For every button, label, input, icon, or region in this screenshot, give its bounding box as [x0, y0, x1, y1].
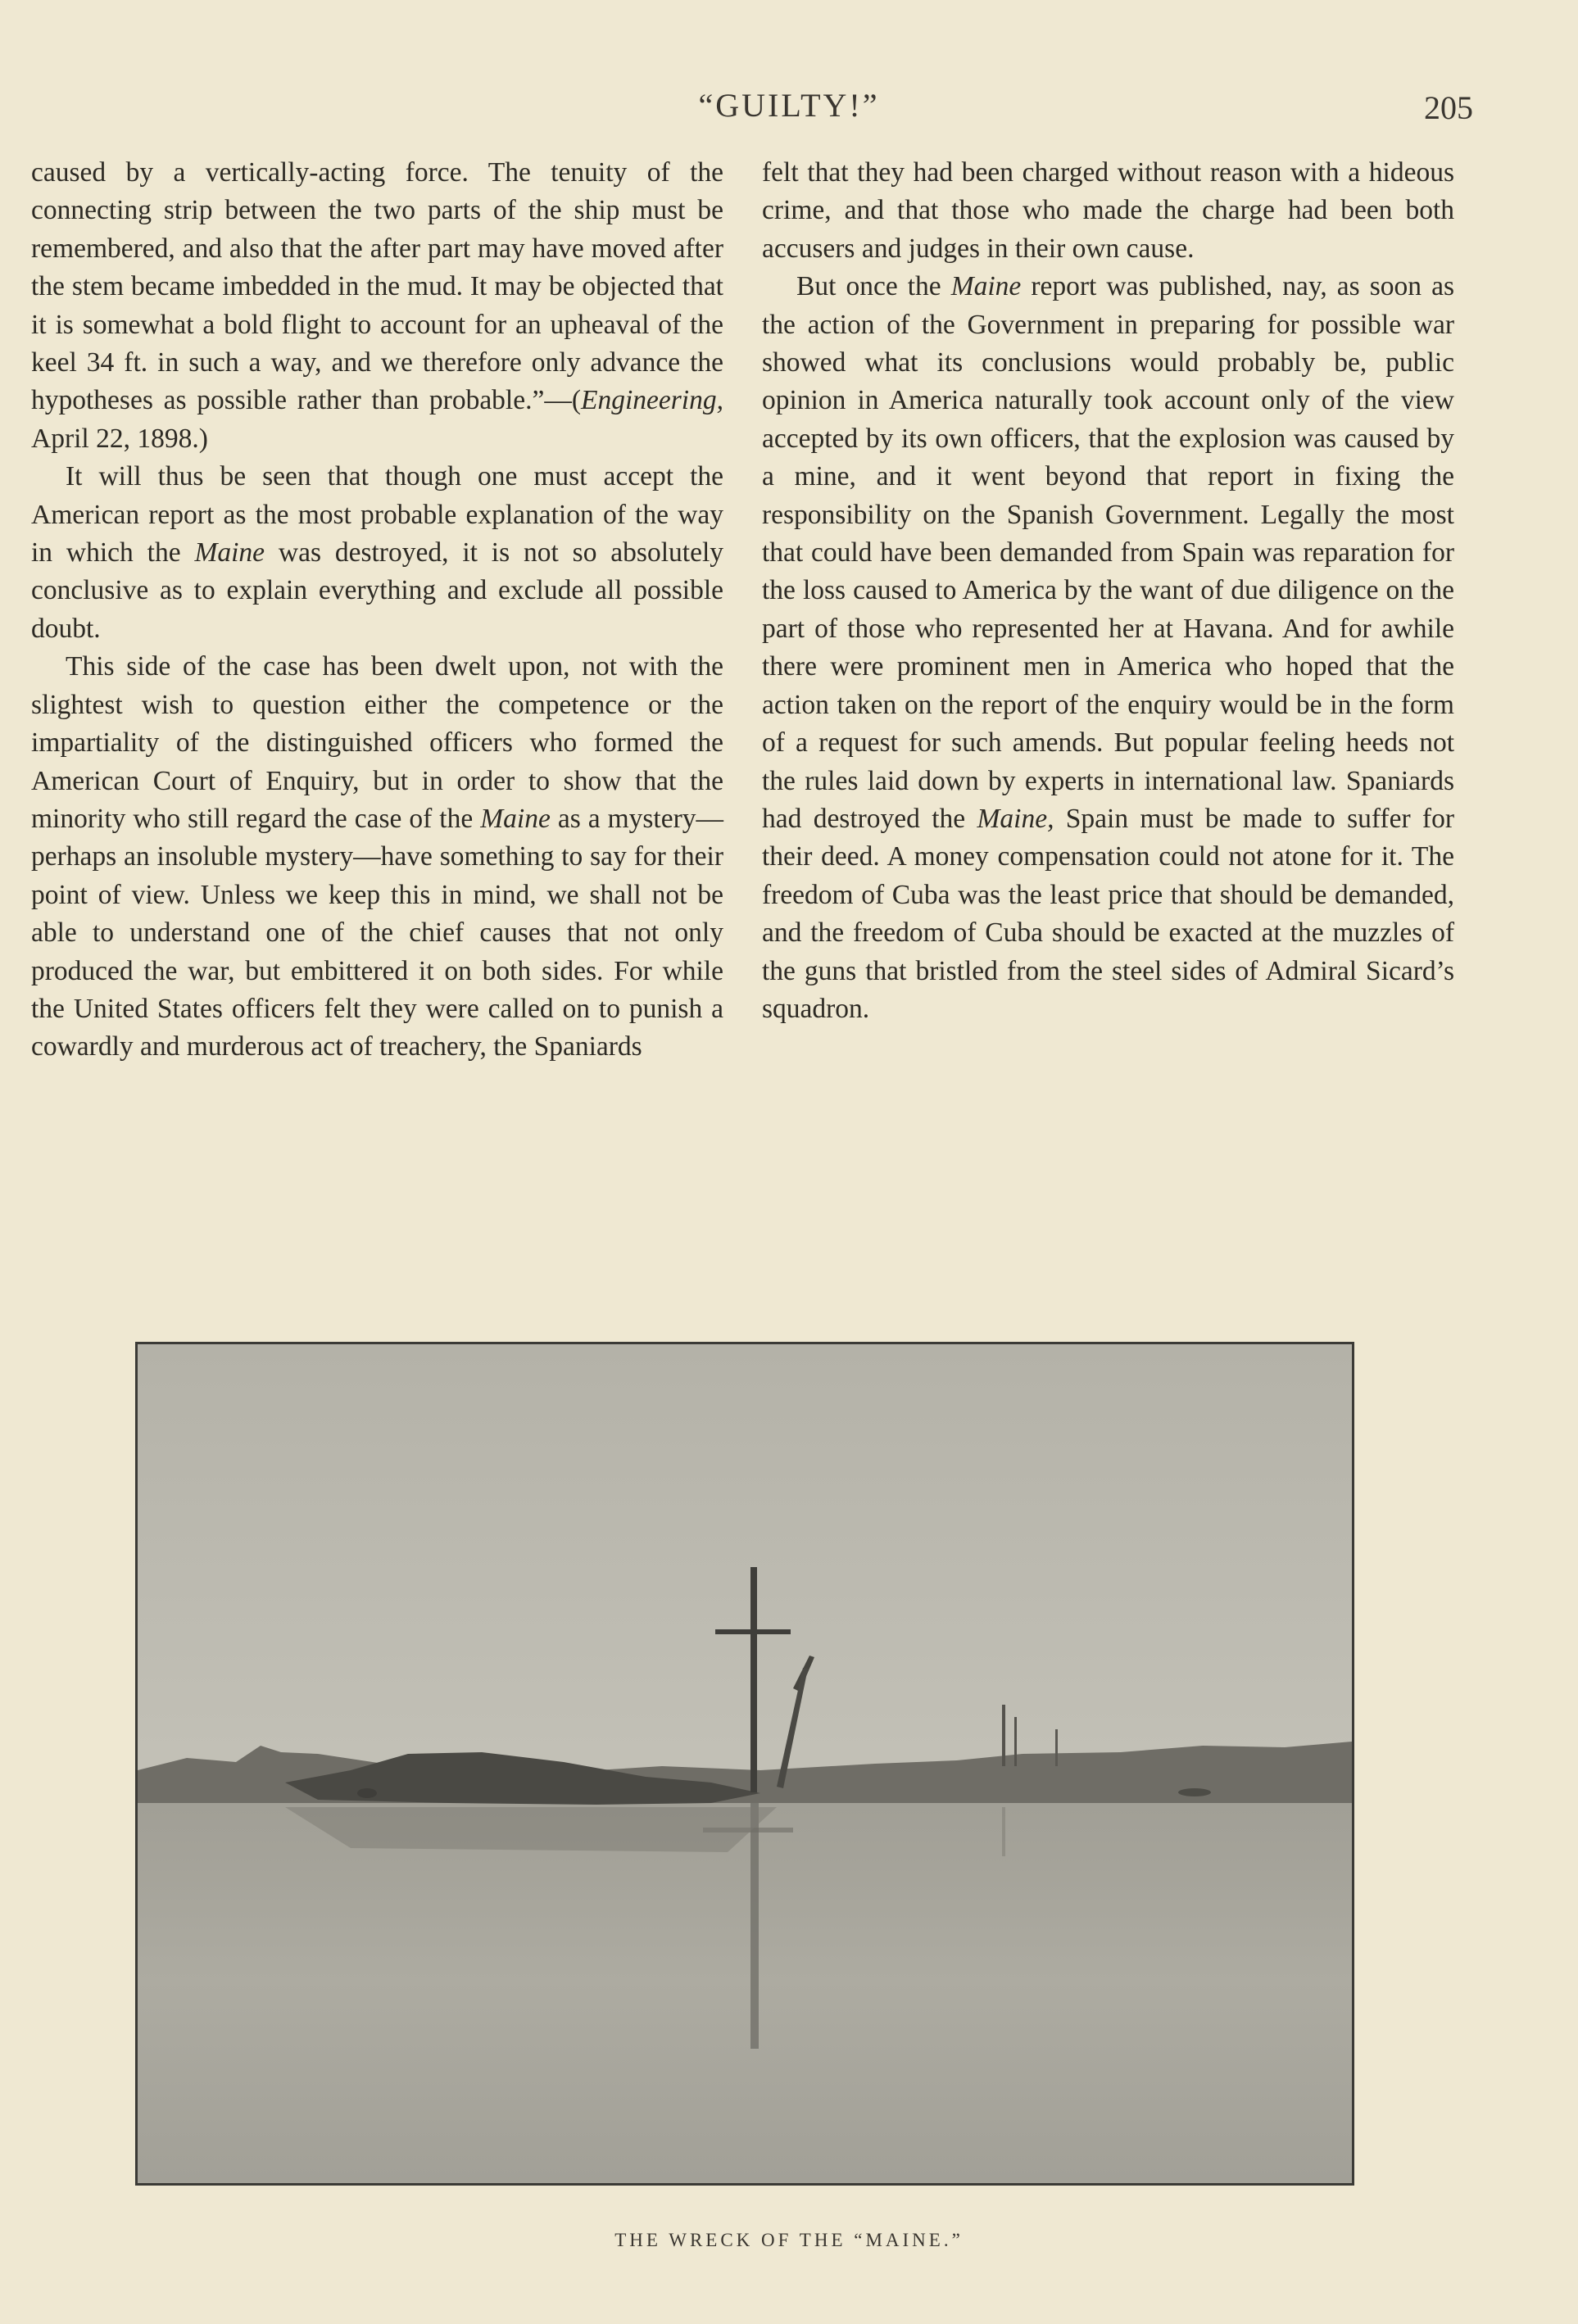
right-column: [762, 154, 1454, 1028]
ship-name: Maine: [480, 803, 551, 834]
figure-caption: THE WRECK OF THE “MAINE.”: [614, 2230, 964, 2250]
source-title: Engineering,: [581, 385, 723, 416]
ship-name: Maine: [950, 271, 1022, 302]
distant-mast: [1055, 1729, 1058, 1766]
wreck-mast: [750, 1567, 757, 1792]
paragraph-text: This side of the case has been dwelt upon, not with the slightest wish to question either the competence or the impartiality of the distinguished officers who formed the American Court of Enquiry, but in order to show that the minority who still regard the case of the: [31, 651, 723, 834]
paragraph-text: It will thus be seen that though one must accept the American report as the most probable explanation of the way in which the: [31, 461, 723, 569]
paragraph-text: was destroyed, it is not so absolutely conclusive as to explain everything and exclude all possible doubt.: [31, 537, 723, 644]
distant-mast: [1014, 1717, 1017, 1766]
paragraph: [762, 268, 1454, 1028]
page-number: 205: [1424, 89, 1473, 126]
wreck-photograph-illustration: [138, 1344, 1352, 2183]
harbor-water: [138, 1778, 1352, 2183]
boat: [357, 1788, 377, 1798]
paragraph-text: as a mystery—perhaps an insoluble mystery—have something to say for their point of view. Unless we keep this in mind, we shall not be able to understand one of the chief causes that not only produced the war, but embittered it on both sides. For while the United States officers felt they were called on to punish a cowardly and murderous act of treachery, the Spaniards: [31, 803, 724, 1062]
running-head-title: “GUILTY!”: [698, 87, 880, 124]
paragraph-text: report was published, nay, as soon as the action of the Government in preparing for possible war showed what its conclusions would probably be, public opinion in America naturally took account only of the view accepted by its own officers, that the explosion was caused by a mine, and it went beyond that report in fixing the responsibility on the Spanish Government. Legally the most that could have been demanded from Spain was reparation for the loss caused to America by the want of due diligence on the part of those who represented her at Havana. And for awhile there were prominent men in America who hoped that the action taken on the report of the enquiry would be in the form of a request for such amends. But popular feeling heeds not the rules laid down by experts in international law. Spaniards had destroyed the: [762, 271, 1454, 834]
boat: [1178, 1788, 1211, 1796]
paragraph: [31, 458, 723, 648]
paragraph-text: caused by a vertically-acting force. The tenuity of the connecting strip between the two parts of the ship must be remembered, and also that the after part may have moved after the stem became imbedded in the mud. It may be objected that it is somewhat a bold flight to account for an upheaval of the keel 34 ft. in such a way, and we therefore only advance the hypotheses as possible rather than probable.”—(: [31, 157, 723, 416]
reflection: [1002, 1807, 1005, 1856]
distant-mast: [1002, 1705, 1005, 1766]
hull-reflection: [285, 1807, 777, 1852]
mast-yard: [715, 1629, 791, 1634]
sky: [138, 1344, 1352, 1787]
paragraph-text: Spain must be made to suffer for their deed. A money compensation could not atone for it. The freedom of Cuba was the least price that should be demanded, and the freedom of Cuba should be exacted at the muzzles of the guns that bristled from the steel sides of Admiral Sicard’s squadron.: [762, 803, 1454, 1024]
paragraph-text: felt that they had been charged without reason with a hideous crime, and that those who made the charge had been both accusers and judges in their own cause.: [762, 157, 1454, 264]
paragraph: [31, 648, 723, 1066]
left-column: [31, 154, 723, 1067]
mast-reflection: [750, 1803, 759, 2049]
ship-name: Maine: [194, 537, 265, 569]
ship-name: Maine,: [977, 803, 1054, 834]
paragraph-text: But once the: [796, 271, 951, 302]
wreck-photograph: [135, 1342, 1354, 2186]
source-date: April 22, 1898.): [31, 423, 208, 454]
paragraph: [31, 154, 723, 458]
paragraph: [762, 154, 1454, 268]
